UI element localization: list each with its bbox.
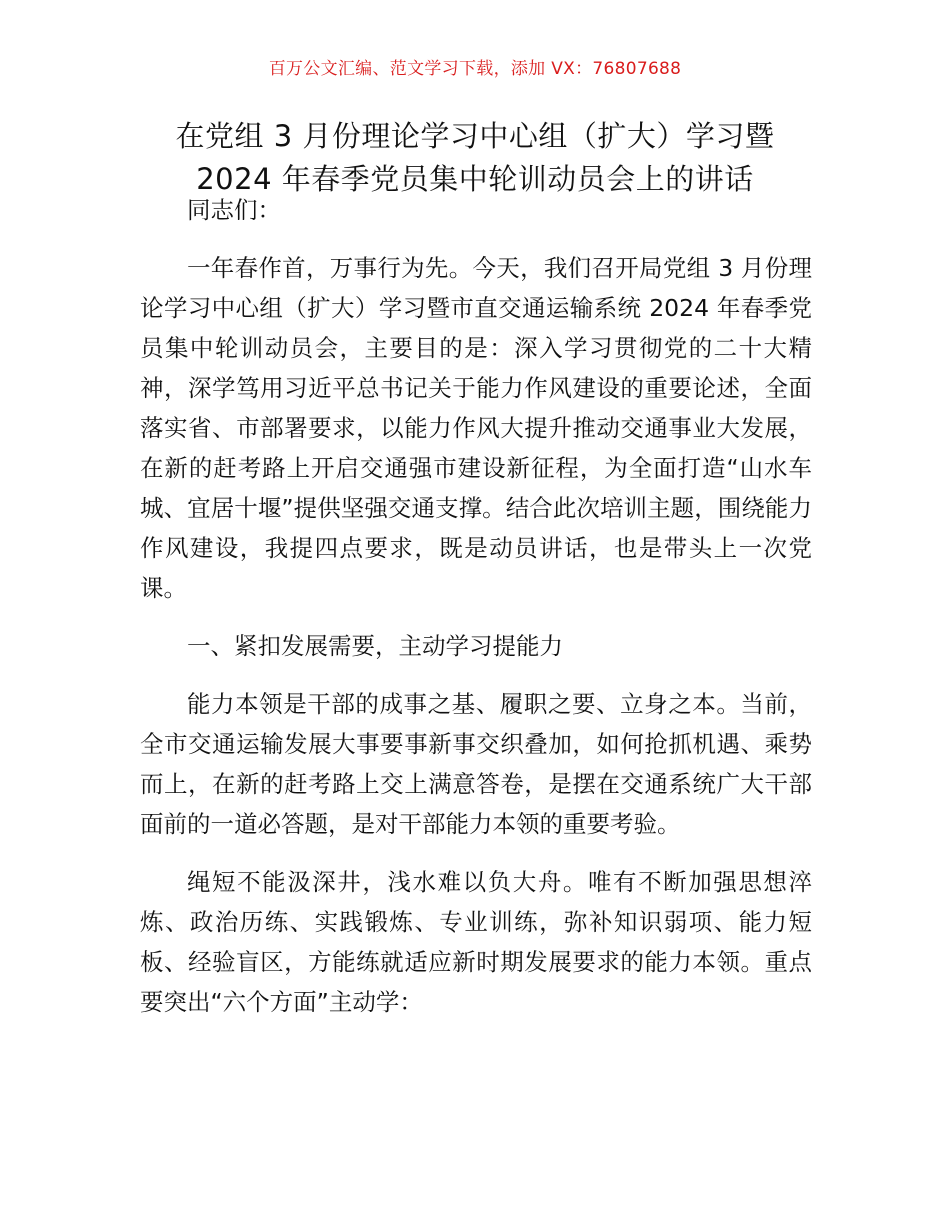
paragraph-ability: 能力本领是干部的成事之基、履职之要、立身之本。当前，全市交通运输发展大事要事新事交织叠加，如何抢抓机遇、乘势而上，在新的赶考路上交上满意答卷，是摆在交通系统广大干部面前的一道必答题，是对干部能力本领的重要考验。 bbox=[140, 690, 812, 838]
title-line-2: 2024 年春季党员集中轮训动员会上的讲话 bbox=[196, 162, 754, 196]
section-heading-1: 一、紧扣发展需要，主动学习提能力 bbox=[187, 632, 563, 660]
document-title bbox=[120, 115, 830, 201]
title-line-1: 在党组 3 月份理论学习中心组（扩大）学习暨 bbox=[175, 119, 775, 153]
paragraph-intro: 一年春作首，万事行为先。今天，我们召开局党组 3 月份理论学习中心组（扩大）学习暨市直交通运输系统 2024 年春季党员集中轮训动员会，主要目的是：深入学习贯彻党的二十大精神，深学笃用习近平总书记关于能力作风建设的重要论述，全面落实省、市部署要求，以能力作风大提升推动交通事业大发展，在新的赶考路上开启交通强市建设新征程，为全面打造“山水车城、宜居十堰”提供坚强交通支撑。结合此次培训主题，围绕能力作风建设，我提四点要求，既是动员讲话，也是带头上一次党课。 bbox=[140, 254, 812, 602]
document-body bbox=[140, 190, 812, 1040]
salutation: 同志们： bbox=[187, 196, 281, 224]
paragraph-six-aspects: 绳短不能汲深井，浅水难以负大舟。唯有不断加强思想淬炼、政治历练、实践锻炼、专业训练，弥补知识弱项、能力短板、经验盲区，方能练就适应新时期发展要求的能力本领。重点要突出“六个方面”主动学： bbox=[140, 868, 812, 1016]
watermark-header: 百万公文汇编、范文学习下载，添加 VX：76807688 bbox=[268, 59, 682, 79]
